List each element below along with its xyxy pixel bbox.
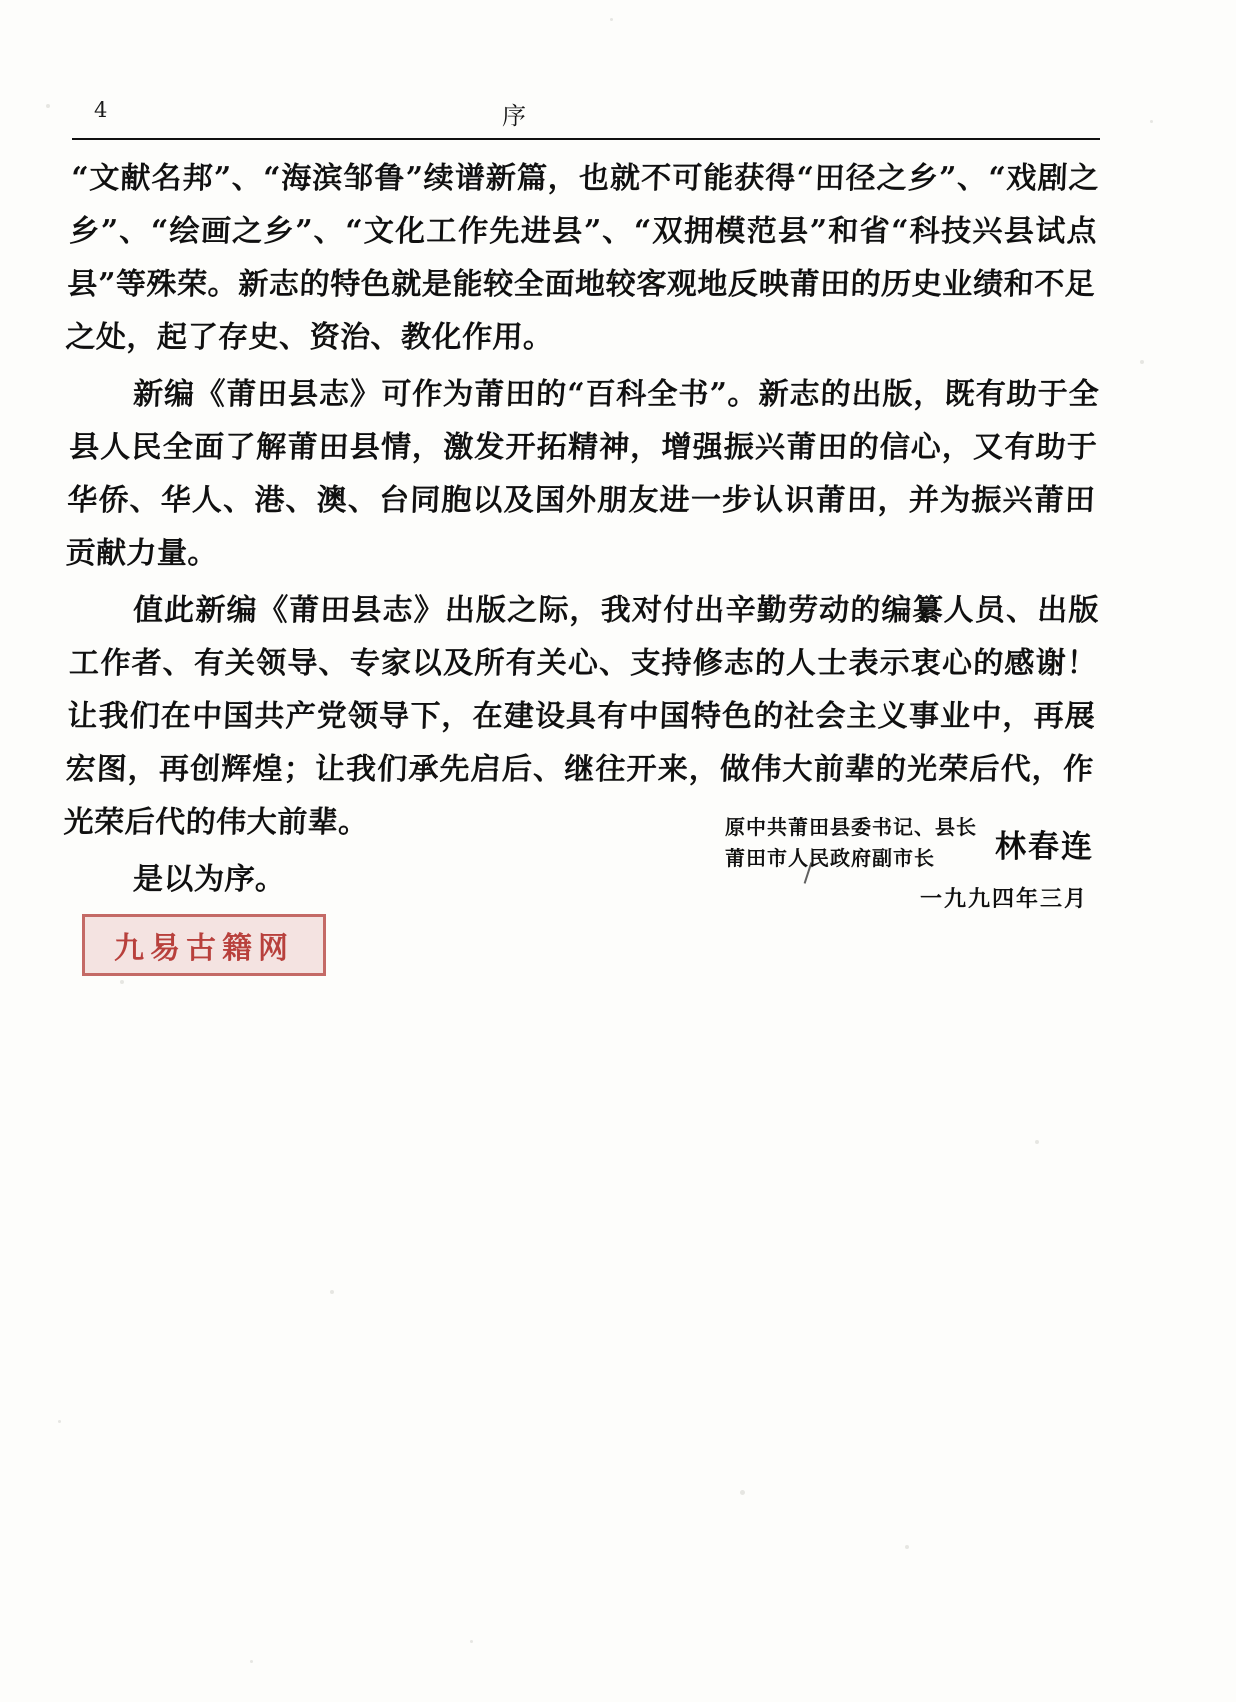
paragraph: 值此新编《莆田县志》出版之际，我对付出辛勤劳动的编纂人员、出版工作者、有关领导、专家以及所有关心、支持修志的人士表示衷心的感谢！让我们在中国共产党领导下，在建设具有中国特色的社会主义事业中，再展宏图，再创辉煌；让我们承先启后、继往开来，做伟大前辈的光荣后代，作光荣后代的伟大前辈。 [63, 593, 1100, 840]
paragraph: 是以为序。 [132, 862, 287, 897]
paragraph: “文献名邦”、“海滨邹鲁”续谱新篇，也就不可能获得“田径之乡”、“戏剧之乡”、“绘画之乡”、“文化工作先进县”、“双拥模范县”和省“科技兴县试点县”等殊荣。新志的特色就是能较全面地较客观地反映莆田的历史业绩和不足之处，起了存史、资治、教化作用。 [64, 161, 1100, 355]
watermark-stamp [82, 914, 326, 976]
watermark-text: 九易古籍网 [114, 931, 294, 966]
signature-block [634, 812, 1094, 913]
paper-speck [470, 1640, 473, 1643]
page-header [72, 96, 1102, 142]
paper-speck [1140, 360, 1144, 364]
signature-date: 一九九四年三月 [919, 887, 1088, 912]
paper-speck [58, 1420, 61, 1423]
paper-speck [120, 980, 124, 984]
paper-speck [330, 1290, 334, 1294]
paper-speck [610, 18, 613, 21]
signer-title-line-2: 莆田市人民政府副市长 [725, 846, 935, 870]
paper-speck [46, 104, 50, 108]
paper-speck [740, 1490, 745, 1495]
signer-title-line-1: 原中共莆田县委书记、县长 [725, 815, 977, 839]
signer-name: 林春连 [995, 828, 1094, 865]
header-rule [72, 138, 1100, 140]
paper-speck [1150, 120, 1153, 123]
page-content [63, 96, 1102, 966]
paper-speck [1035, 1140, 1039, 1144]
body-text [63, 152, 1100, 966]
page-number: 4 [94, 98, 108, 122]
running-head: 序 [502, 102, 528, 130]
paper-speck [905, 1545, 909, 1549]
paper-speck [250, 1660, 253, 1663]
paragraph: 新编《莆田县志》可作为莆田的“百科全书”。新志的出版，既有助于全县人民全面了解莆田县情，激发开拓精神，增强振兴莆田的信心，又有助于华侨、华人、港、澳、台同胞以及国外朋友进一步认识莆田，并为振兴莆田贡献力量。 [64, 377, 1100, 571]
